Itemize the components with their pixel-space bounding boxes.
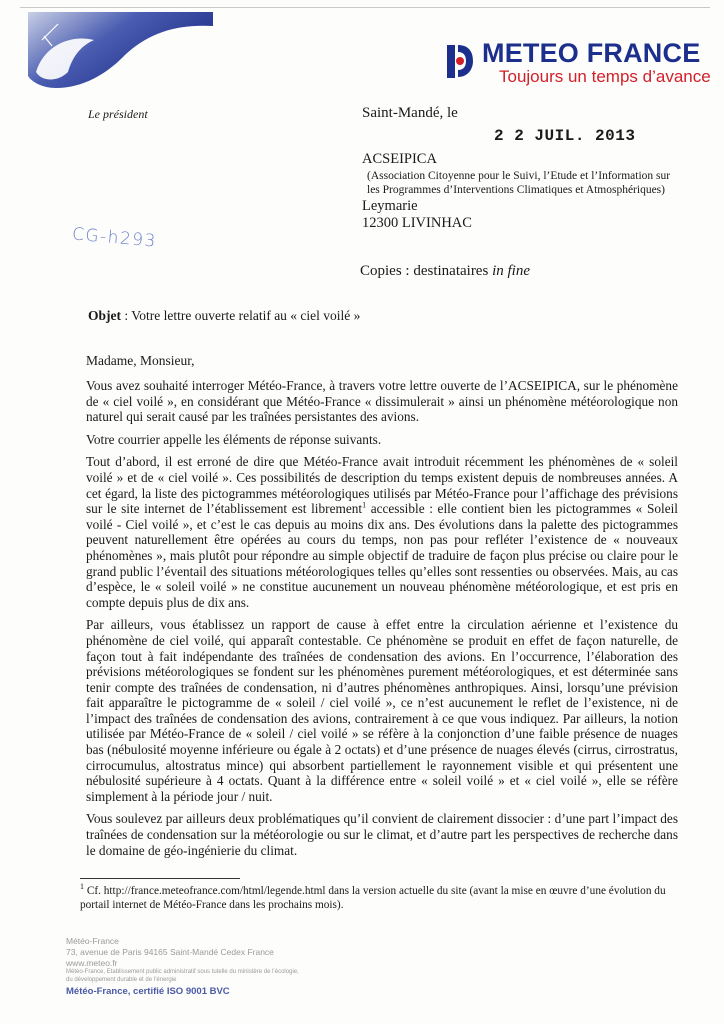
recipient-block bbox=[362, 151, 677, 232]
footer-street: 73, avenue de Paris 94165 Saint-Mandé Cedex France bbox=[66, 947, 274, 957]
recipient-name: ACSEIPICA bbox=[362, 151, 437, 167]
brand-tagline: Toujours un temps d’avance bbox=[499, 67, 711, 86]
sender-role: Le président bbox=[88, 107, 148, 121]
footnote bbox=[80, 884, 680, 912]
paragraph bbox=[86, 454, 678, 610]
letter-body bbox=[86, 378, 678, 865]
brand-name: METEO FRANCE bbox=[482, 38, 701, 68]
handwritten-reference: CG-h293 bbox=[71, 224, 158, 252]
footer-address bbox=[66, 936, 299, 997]
salutation: Madame, Monsieur, bbox=[86, 353, 195, 368]
paragraph: Vous avez souhaité interroger Météo-France, à travers votre lettre ouverte de l’ACSEIPICA, sur le phénomène de « ciel voilé », en considérant que Météo-France « dissimulerait » ainsi un phénomène météorologique non naturel qui serait causé par les traînées persistantes des avions. bbox=[86, 378, 678, 425]
top-rule bbox=[20, 7, 710, 8]
footer-legal-2: du développement durable et de l’énergie bbox=[66, 976, 177, 983]
copies-line bbox=[360, 263, 530, 280]
copies-label: Copies : destinataires bbox=[360, 263, 493, 279]
footer-legal-1: Météo-France, Etablissement public administratif sous tutelle du ministère de l’écologie, bbox=[66, 969, 299, 975]
date-place: Saint-Mandé, le bbox=[362, 105, 458, 121]
paragraph-part: Tout d’abord, il est erroné de dire que Météo-France avait introduit récemment les phénomènes de « soleil voilé » et de « ciel voilé ». Ces possibilités de description du temps existent depuis de nombreuses années. A cet égard, la liste des pictogrammes météorologiques utilisés par Météo-France pour l’affichage des prévisions sur le site internet de l’établissement est librement bbox=[86, 454, 678, 517]
footer-web: www.meteo.fr bbox=[66, 958, 118, 968]
recipient-address-line2: 12300 LIVINHAC bbox=[362, 215, 472, 231]
footer-certification: Météo-France, certifié ISO 9001 BVC bbox=[66, 986, 230, 997]
paragraph: Par ailleurs, vous établissez un rapport de cause à effet entre la circulation aérienne et l’existence du phénomène de ciel voilé, qui apparaît contestable. Ce phénomène se produit en effet de façon naturelle, de façon tout à fait indépendante des traînées de condensation des avions. En l’occurrence, l’élaboration des prévisions météorologiques se fondent sur les phénomènes purement météorologiques, et est déterminée sans tenir compte des traînées de condensation, ni d’autres phénomènes anthropiques. Ainsi, lorsqu’une prévision fait apparaître le pictogramme de « soleil / ciel voilé », ce n’est aucunement le reflet de l’existence, ni de l’impact des traînées de condensation des avions, contrairement à ce que vous indiquez. Par ailleurs, la notion utilisée par Météo-France de « soleil / ciel voilé » se réfère à la conjonction d’une faible présence de nuages bas (nébulosité moyenne inférieure ou égale à 2 octats) et d’une présence de nuages élevés (cirrus, cirrostratus, cirrocumulus, altostratus mince) qui absorbent partiellement le rayonnement visible et qui présentent une nébulosité supérieure à 4 octats. Quant à la différence entre « soleil voilé » et « ciel voilé », elle se réfère simplement à la période jour / nuit. bbox=[86, 617, 678, 804]
footnote-text: Cf. http://france.meteofrance.com/html/legende.html dans la version actuelle du site (avant la mise en œuvre d’une évolution du portail internet de Météo-France dans les prochains mois). bbox=[80, 885, 666, 911]
footnote-number: 1 bbox=[80, 882, 84, 892]
footer-org: Météo-France bbox=[66, 936, 119, 946]
copies-in-fine: in fine bbox=[492, 263, 530, 279]
subject-label: Objet bbox=[88, 308, 121, 323]
meteo-france-logo-icon bbox=[447, 42, 473, 80]
paragraph-part: accessible : elle contient bien les pictogrammes « Soleil voilé - Ciel voilé », et c’est le cas depuis au moins dix ans. Des évolutions dans la palette des pictogrammes peuvent naturellement être opérées au cours du temps, non pas pour refléter l’existence de « nouveaux phénomènes », mais plutôt pour répondre au simple objectif de traduire de façon plus précise ou claire pour le grand public l’éventail des situations météorologiques telles qu’elles sont ressenties ou observées. Mais, au cas d’espèce, le « soleil voilé » ne constitue aucunement un nouveau phénomène météorologique, et est pris en compte depuis plus de dix ans. bbox=[86, 501, 678, 610]
subject-line bbox=[88, 308, 360, 324]
footnote-rule bbox=[80, 878, 240, 879]
paragraph: Votre courrier appelle les éléments de réponse suivants. bbox=[86, 431, 382, 447]
date-stamp: 2 2 JUIL. 2013 bbox=[494, 127, 636, 145]
subject-text: : Votre lettre ouverte relatif au « ciel voilé » bbox=[121, 308, 361, 323]
recipient-description: (Association Citoyenne pour le Suivi, l’Etude et l’Information sur les Programmes d’Interventions Climatiques et Atmosphériques) bbox=[367, 170, 671, 196]
meteo-france-swirl-logo bbox=[28, 12, 213, 90]
recipient-address-line1: Leymarie bbox=[362, 198, 418, 214]
footnote-marker: 1 bbox=[362, 500, 367, 510]
paragraph: Vous soulevez par ailleurs deux problématiques qu’il convient de clairement dissocier : d’une part l’impact des traînées de condensation sur la météorologie ou sur le climat, et d’autre part les perspectives de recherche dans le domaine de géo-ingénierie du climat. bbox=[86, 811, 678, 858]
